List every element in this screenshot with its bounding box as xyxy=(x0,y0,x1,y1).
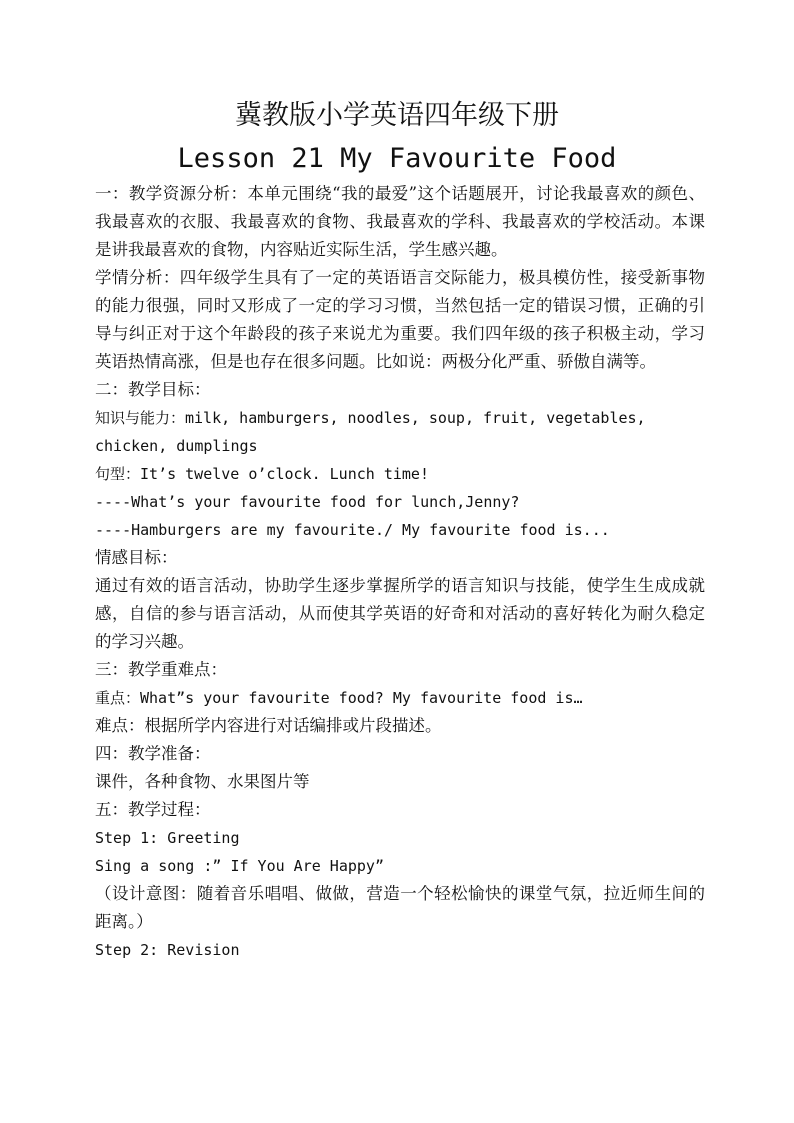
document-body xyxy=(95,180,705,964)
step-1-line: Step 1: Greeting xyxy=(95,829,240,847)
knowledge-vocabulary-line-1: 知识与能力：milk, hamburgers, noodles, soup, fruit, vegetables, xyxy=(95,409,646,427)
resource-analysis-paragraph: 一：教学资源分析：本单元围绕“我的最爱”这个话题展开，讨论我最喜欢的颜色、我最喜欢的衣服、我最喜欢的食物、我最喜欢的学科、我最喜欢的学校活动。本课是讲我最喜欢的食物，内容贴近实际生活，学生感兴趣。 xyxy=(95,184,705,259)
sentence-pattern-1: 句型：It’s twelve o’clock. Lunch time! xyxy=(95,465,429,483)
section-heading-key-points: 三：教学重难点： xyxy=(95,660,227,679)
preparation-line: 课件，各种食物、水果图片等 xyxy=(95,772,310,791)
difficult-point-line: 难点：根据所学内容进行对话编排或片段描述。 xyxy=(95,716,442,735)
section-heading-objectives: 二：教学目标： xyxy=(95,380,211,399)
sentence-pattern-2: ----What’s your favourite food for lunch,Jenny? xyxy=(95,493,520,511)
document-title-english: Lesson 21 My Favourite Food xyxy=(177,143,617,174)
section-heading-process: 五：教学过程： xyxy=(95,800,211,819)
document-title-chinese: 冀教版小学英语四年级下册 xyxy=(235,100,559,131)
emotion-objective-paragraph: 通过有效的语言活动，协助学生逐步掌握所学的语言知识与技能，使学生生成成就感，自信的参与语言活动，从而使其学英语的好奇和对活动的喜好转化为耐久稳定的学习兴趣。 xyxy=(95,576,705,651)
song-line: Sing a song :” If You Are Happy” xyxy=(95,857,384,875)
design-intent-note: （设计意图：随着音乐唱唱、做做，营造一个轻松愉快的课堂气氛，拉近师生间的距离。） xyxy=(95,884,705,931)
student-analysis-paragraph: 学情分析：四年级学生具有了一定的英语语言交际能力，极具模仿性，接受新事物的能力很强，同时又形成了一定的学习习惯，当然包括一定的错误习惯，正确的引导与纠正对于这个年龄段的孩子来说尤为重要。我们四年级的孩子积极主动，学习英语热情高涨，但是也存在很多问题。比如说：两极分化严重、骄傲自满等。 xyxy=(95,268,705,371)
knowledge-vocabulary-line-2: chicken, dumplings xyxy=(95,437,258,455)
key-point-line: 重点：What”s your favourite food? My favourite food is… xyxy=(95,689,583,707)
sentence-pattern-3: ----Hamburgers are my favourite./ My favourite food is... xyxy=(95,521,610,539)
emotion-objective-heading: 情感目标： xyxy=(95,548,178,567)
step-2-line: Step 2: Revision xyxy=(95,941,240,959)
section-heading-preparation: 四：教学准备： xyxy=(95,744,211,763)
